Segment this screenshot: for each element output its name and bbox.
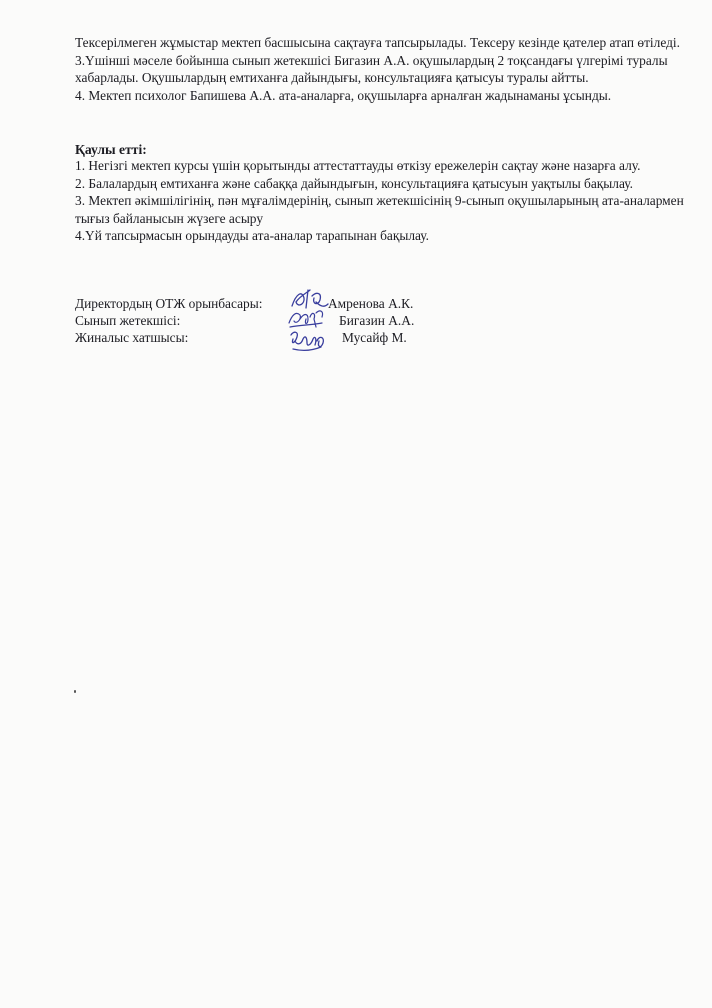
handwritten-signature-icon [287, 327, 329, 355]
signature-row-secretary [75, 330, 475, 346]
signature-name: Бигазин А.А. [339, 313, 415, 328]
scan-speck [74, 690, 76, 693]
signature-role: Директордың ОТЖ орынбасары: [75, 296, 263, 311]
paragraph-unchecked-works: Тексерілмеген жұмыстар мектеп басшысына сақтауға тапсырылады. Тексеру кезінде қателер атап өтіледі. [75, 35, 680, 50]
signature-name: Мусайф М. [342, 330, 407, 345]
resolution-heading: Қаулы етті: [75, 142, 147, 157]
paragraph-item-4: 4. Мектеп психолог Бапишева А.А. ата-аналарға, оқушыларға арналған жадынаманы ұсынды. [75, 87, 612, 103]
resolution-item-3: 3. Мектеп әкімшілігінің, пән мұғалімдерінің, сынып жетекшісінің 9-сынып оқушыларының ата-аналармен тығыз байланысын жүзеге асыру [75, 193, 684, 226]
resolution-list [75, 157, 685, 245]
meeting-minutes-text [75, 34, 685, 104]
signature-name: Амренова А.К. [328, 296, 414, 311]
signature-role: Сынып жетекшісі: [75, 313, 181, 328]
resolution-item-2: 2. Балалардың емтиханға және сабаққа дайындығын, консультацияға қатысуын уақтылы бақылау. [75, 175, 633, 191]
paragraph-item-3: 3.Үшінші мәселе бойынша сынып жетекшісі Бигазин А.А. оқушылардың 2 тоқсандағы үлгерімі туралы хабарлады. Оқушылардың емтиханға дайындығы, консультацияға қатысуы туралы айтты. [75, 52, 668, 86]
signature-row-class-teacher [75, 313, 475, 329]
signature-row-deputy [75, 296, 475, 312]
resolution-item-1: 1. Негізгі мектеп курсы үшін қорытынды аттестаттауды өткізу ережелерін сақтау және назарға алу. [75, 158, 641, 173]
signature-role: Жиналыс хатшысы: [75, 330, 189, 345]
resolution-item-4: 4.Үй тапсырмасын орындауды ата-аналар тарапынан бақылау. [75, 228, 429, 244]
